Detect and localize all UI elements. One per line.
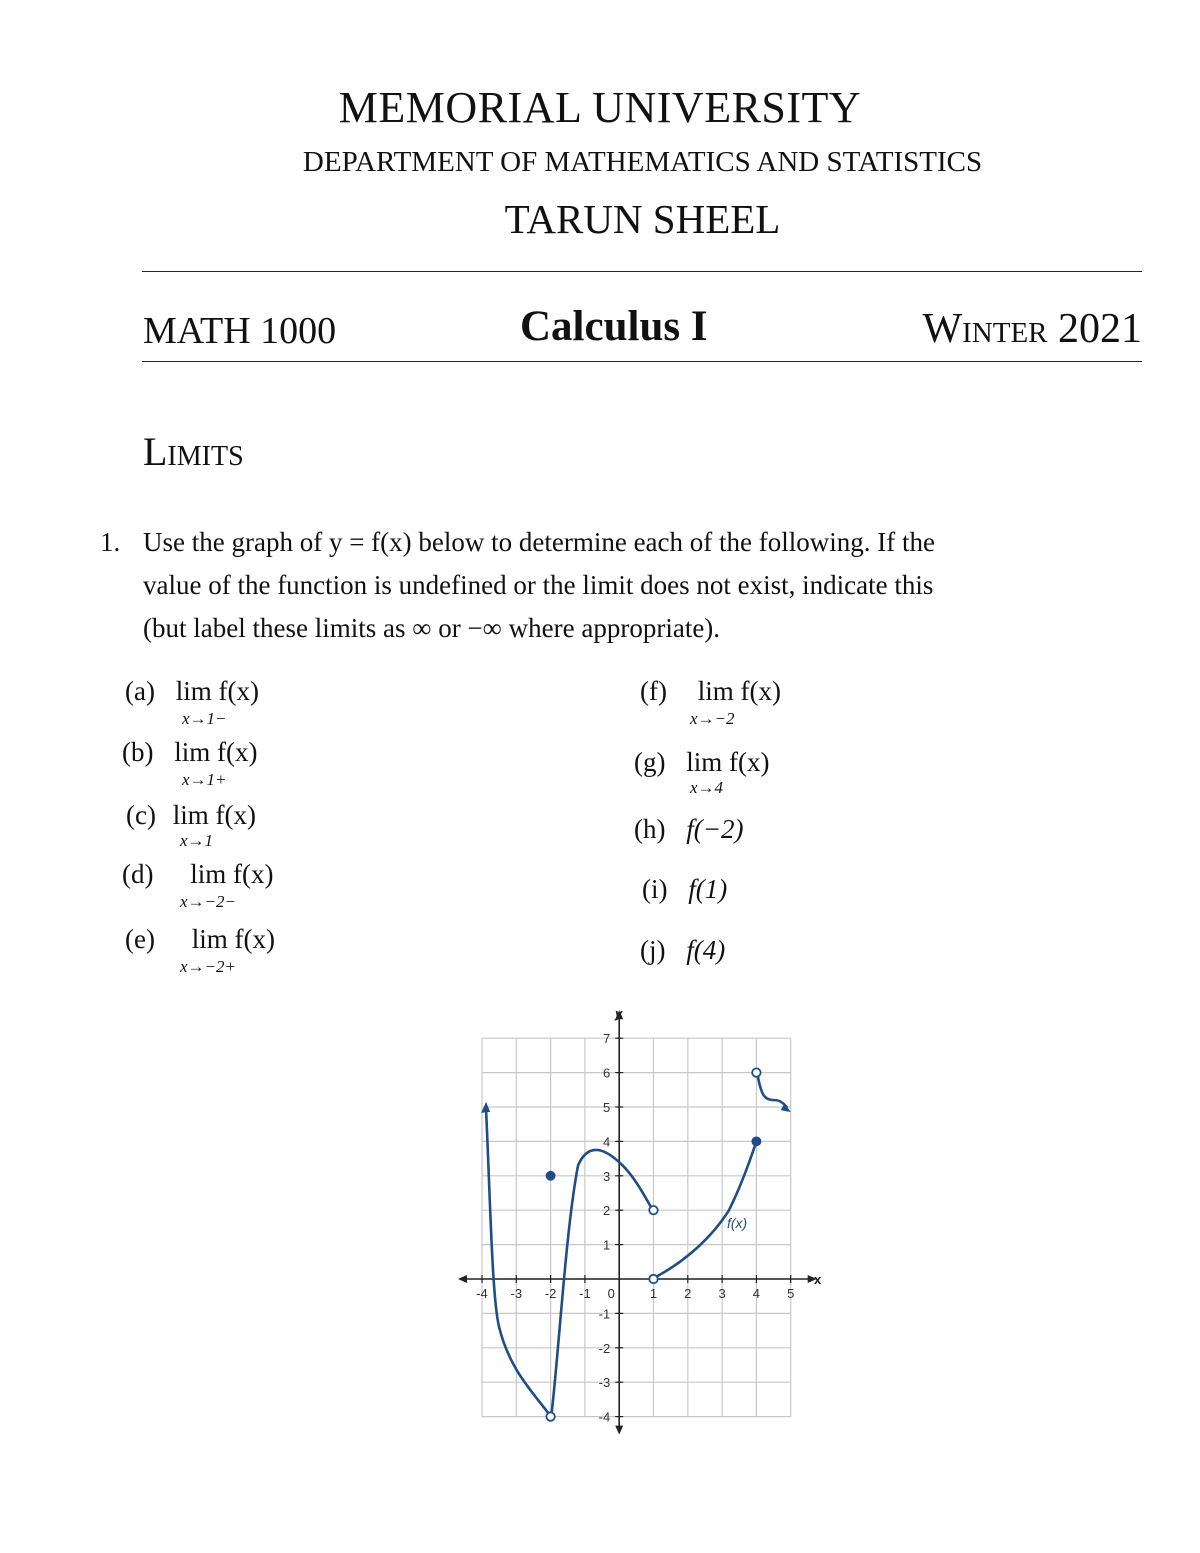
university-name: MEMORIAL UNIVERSITY	[338, 83, 862, 132]
curve-segment-right	[655, 1141, 756, 1277]
item-a	[125, 676, 259, 707]
x-tick-label: -4	[476, 1286, 488, 1301]
open-point	[649, 1206, 657, 1214]
item-e	[125, 924, 275, 955]
x-tick-label: 5	[787, 1286, 795, 1301]
course-term: Winter 2021	[922, 306, 1142, 352]
x-tick-label: -3	[510, 1286, 523, 1301]
curve-segment-left	[486, 1110, 549, 1413]
open-point	[546, 1412, 554, 1420]
item-expression: f(4)	[686, 935, 726, 965]
y-tick-label: 2	[602, 1203, 611, 1219]
x-tick-label: 2	[684, 1286, 692, 1301]
item-label: (c)	[126, 800, 156, 830]
x-axis-arrow-left	[458, 1275, 467, 1283]
y-tick-label: -4	[598, 1409, 611, 1425]
item-b	[122, 737, 257, 768]
item-c	[126, 800, 256, 831]
item-label: (j)	[640, 935, 666, 965]
bottom-rule	[142, 361, 1142, 362]
y-tick-label: -2	[598, 1340, 611, 1356]
item-g	[634, 747, 769, 778]
problem-number: 1.	[100, 527, 121, 557]
y-tick-label: 7	[602, 1031, 611, 1047]
course-title: Calculus I	[520, 303, 708, 350]
item-label: (d)	[122, 859, 154, 889]
closed-point	[752, 1137, 760, 1145]
item-a-subscript: x→1−	[182, 709, 227, 728]
item-expression: lim f(x)	[686, 747, 770, 777]
curve-segment-middle	[552, 1150, 652, 1413]
section-title: Limits	[143, 429, 244, 474]
x-axis-label: x	[814, 1272, 822, 1287]
open-point	[752, 1068, 760, 1076]
item-label: (e)	[125, 924, 155, 954]
item-g-subscript: x→4	[690, 778, 724, 797]
item-f-subscript: x→−2	[690, 709, 735, 728]
y-tick-label: 4	[602, 1134, 611, 1150]
top-rule	[142, 271, 1142, 272]
item-j	[640, 935, 725, 966]
item-d	[122, 859, 273, 890]
problem-line-1: Use the graph of y = f(x) below to determine each of the following. If the	[143, 527, 935, 557]
department-name: DEPARTMENT OF MATHEMATICS AND STATISTICS	[302, 146, 983, 178]
item-h	[634, 814, 743, 845]
curve-segment-far-right	[758, 1076, 787, 1107]
item-expression: lim f(x)	[174, 737, 258, 767]
item-label: (f)	[640, 676, 667, 706]
x-tick-label: 1	[649, 1286, 658, 1301]
course-code: MATH 1000	[143, 310, 337, 352]
item-expression: lim f(x)	[172, 800, 256, 830]
y-tick-label: 5	[602, 1100, 611, 1115]
item-e-subscript: x→−2+	[180, 957, 236, 976]
x-tick-label: -1	[579, 1286, 591, 1301]
x-tick-label: 4	[752, 1286, 761, 1301]
y-tick-label: -1	[598, 1306, 611, 1322]
problem-line-3: (but label these limits as ∞ or −∞ where appropriate).	[143, 613, 721, 643]
item-label: (g)	[634, 747, 666, 777]
closed-point	[546, 1172, 554, 1180]
item-label: (a)	[125, 676, 155, 706]
graph-axes	[458, 1010, 817, 1434]
instructor-name: TARUN SHEEL	[504, 196, 781, 242]
y-tick-label: 3	[602, 1168, 611, 1184]
item-expression: lim f(x)	[697, 676, 781, 706]
open-point	[649, 1275, 657, 1283]
item-c-subscript: x→1	[180, 831, 214, 850]
item-d-subscript: x→−2−	[180, 892, 236, 911]
x-tick-label: -2	[544, 1286, 557, 1301]
item-expression: lim f(x)	[175, 676, 259, 706]
item-b-subscript: x→1+	[182, 770, 227, 789]
curve-label: f(x)	[727, 1215, 748, 1231]
item-f	[640, 676, 781, 707]
item-label: (b)	[122, 737, 154, 767]
y-tick-label: 1	[602, 1237, 611, 1253]
y-tick-label: -3	[598, 1375, 611, 1391]
x-tick-label: 0	[607, 1286, 615, 1301]
item-expression: lim f(x)	[191, 924, 275, 954]
item-expression: f(−2)	[686, 814, 744, 844]
function-graph	[455, 1000, 835, 1440]
item-i	[642, 874, 727, 905]
problem-line-2: value of the function is undefined or the limit does not exist, indicate this	[143, 570, 934, 600]
x-tick-label: 3	[718, 1286, 726, 1301]
y-axis-label: y	[615, 1006, 623, 1021]
item-expression: lim f(x)	[190, 859, 274, 889]
y-axis-arrow-down	[615, 1426, 623, 1435]
item-label: (h)	[634, 814, 666, 844]
y-tick-label: 6	[602, 1065, 611, 1081]
item-expression: f(1)	[688, 874, 728, 904]
item-label: (i)	[642, 874, 668, 904]
